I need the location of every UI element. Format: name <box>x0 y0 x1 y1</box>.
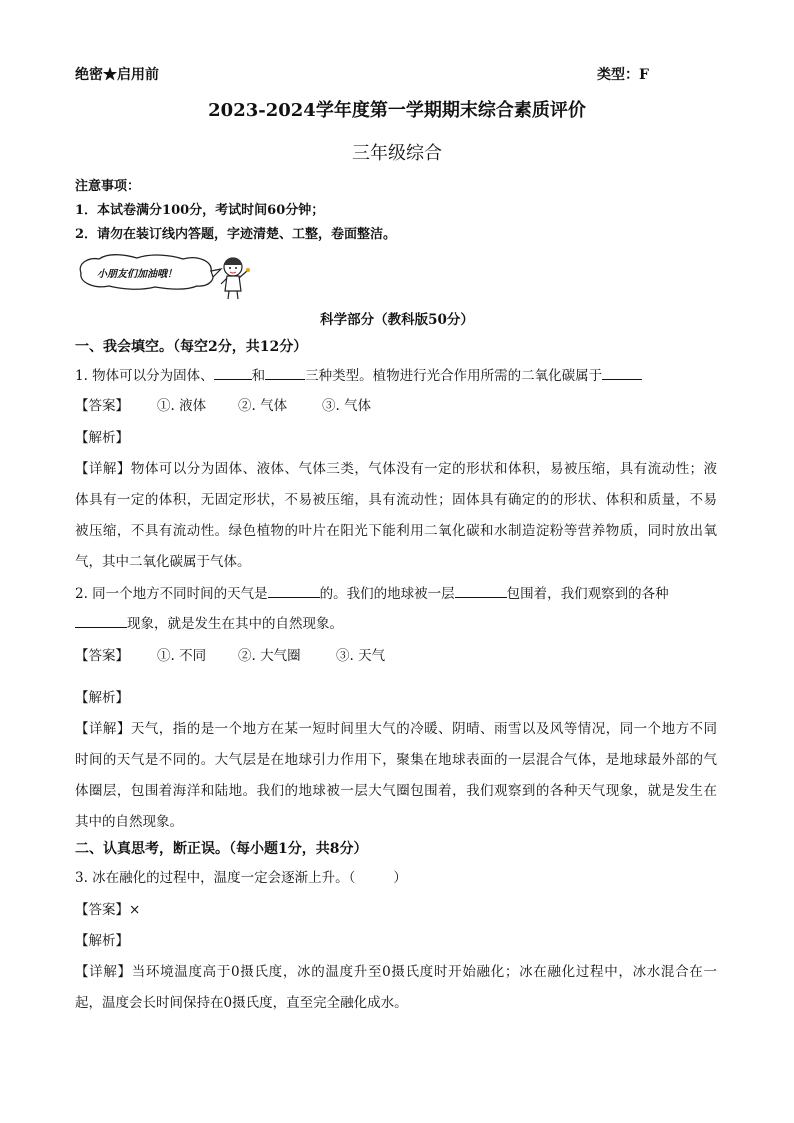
q2-text-b: 的。我们的地球被一层 <box>319 586 455 602</box>
part1-heading: 一、我会填空。（每空2分，共12分） <box>75 339 308 355</box>
notes-item: 2．请勿在装订线内答题，字迹清楚、工整，卷面整洁。 <box>75 227 397 242</box>
answer-blank[interactable] <box>602 365 642 380</box>
q1-answer-1: ①. 液体 <box>157 398 207 414</box>
answer-blank[interactable] <box>455 583 507 598</box>
question-2-cont <box>75 612 343 632</box>
q1-answer-2: ②. 气体 <box>238 398 288 414</box>
exam-subtitle: 三年级综合 <box>352 143 442 164</box>
q3-answer-tag <box>75 898 140 918</box>
q3-answer-tag-label: 【答案】 <box>75 902 129 918</box>
q1-analysis-tag: 【解析】 <box>75 430 129 446</box>
section-title: 科学部分（教科版50分） <box>320 312 474 328</box>
q1-text-c: 三种类型。植物进行光合作用所需的二氧化碳属于 <box>305 368 603 384</box>
part2-heading: 二、认真思考，断正误。（每小题1分，共8分） <box>75 841 368 857</box>
notes-item: 1．本试卷满分100分，考试时间60分钟； <box>75 203 325 218</box>
cheer-illustration <box>75 249 255 301</box>
q2-detail-line: 体圈层，包围着海洋和陆地。我们的地球被一层大气圈包围着，我们观察到的各种天气现象，就是发生在 <box>75 783 717 799</box>
q1-text-b: 和 <box>251 368 266 384</box>
q2-detail-line: 其中的自然现象。 <box>75 814 183 830</box>
q3-answer: × <box>129 902 141 918</box>
q1-answer-tag: 【答案】 <box>75 398 129 414</box>
q3-text: 3. 冰在融化的过程中，温度一定会逐渐上升。（ <box>75 870 356 886</box>
q2-answer-1: ①. 不同 <box>157 648 207 664</box>
cheer-text: 小朋友们加油哦！ <box>97 269 177 280</box>
answer-blank[interactable] <box>268 583 320 598</box>
q1-detail-line: 被压缩，不具有流动性。绿色植物的叶片在阳光下能利用二氧化碳和水制造淀粉等营养物质，同时放出氧 <box>75 523 717 539</box>
exam-type-label: 类型：F <box>597 67 649 83</box>
q2-text-d: 现象，就是发生在其中的自然现象。 <box>127 616 343 632</box>
question-2 <box>75 582 669 602</box>
exam-title: 2023-2024学年度第一学期期末综合素质评价 <box>208 100 586 121</box>
q1-detail-line: 体具有一定的体积，无固定形状，不易被压缩，具有流动性；固体具有确定的的形状、体积和质量，不易 <box>75 492 717 508</box>
q2-text-c: 包围着，我们观察到的各种 <box>506 586 669 602</box>
q1-text-a: 1. 物体可以分为固体、 <box>75 368 214 384</box>
q3-detail-line: 起，温度会长时间保持在0摄氏度，直至完全融化成水。 <box>75 995 408 1011</box>
question-1 <box>75 364 642 384</box>
q2-text-a: 2. 同一个地方不同时间的天气是 <box>75 586 268 602</box>
q3-analysis-tag: 【解析】 <box>75 933 129 949</box>
q2-analysis-tag: 【解析】 <box>75 690 129 706</box>
q2-answer-3: ③. 天气 <box>336 648 386 664</box>
q1-answer-3: ③. 气体 <box>322 398 372 414</box>
confidential-label: 绝密★启用前 <box>75 67 159 83</box>
q1-detail-line: 【详解】物体可以分为固体、液体、气体三类，气体没有一定的形状和体积，易被压缩，具有流动性；液 <box>75 461 717 477</box>
q3-detail-line: 【详解】当环境温度高于0摄氏度，冰的温度升至0摄氏度时开始融化；冰在融化过程中，冰水混合在一 <box>75 964 717 980</box>
answer-blank[interactable] <box>214 365 252 380</box>
q1-detail-line: 气，其中二氧化碳属于气体。 <box>75 554 251 570</box>
q3-paren-close: ） <box>393 870 407 886</box>
q2-detail-line: 时间的天气是不同的。大气层是在地球引力作用下，聚集在地球表面的一层混合气体，是地球最外部的气 <box>75 752 717 768</box>
question-3 <box>75 866 407 886</box>
q2-answer-tag: 【答案】 <box>75 648 129 664</box>
q2-answer-2: ②. 大气圈 <box>238 648 301 664</box>
notes-heading: 注意事项： <box>75 179 141 194</box>
answer-blank[interactable] <box>75 613 127 628</box>
q2-detail-line: 【详解】天气，指的是一个地方在某一短时间里大气的冷暖、阴晴、雨雪以及风等情况，同一个地方不同 <box>75 721 717 737</box>
answer-blank[interactable] <box>265 365 305 380</box>
